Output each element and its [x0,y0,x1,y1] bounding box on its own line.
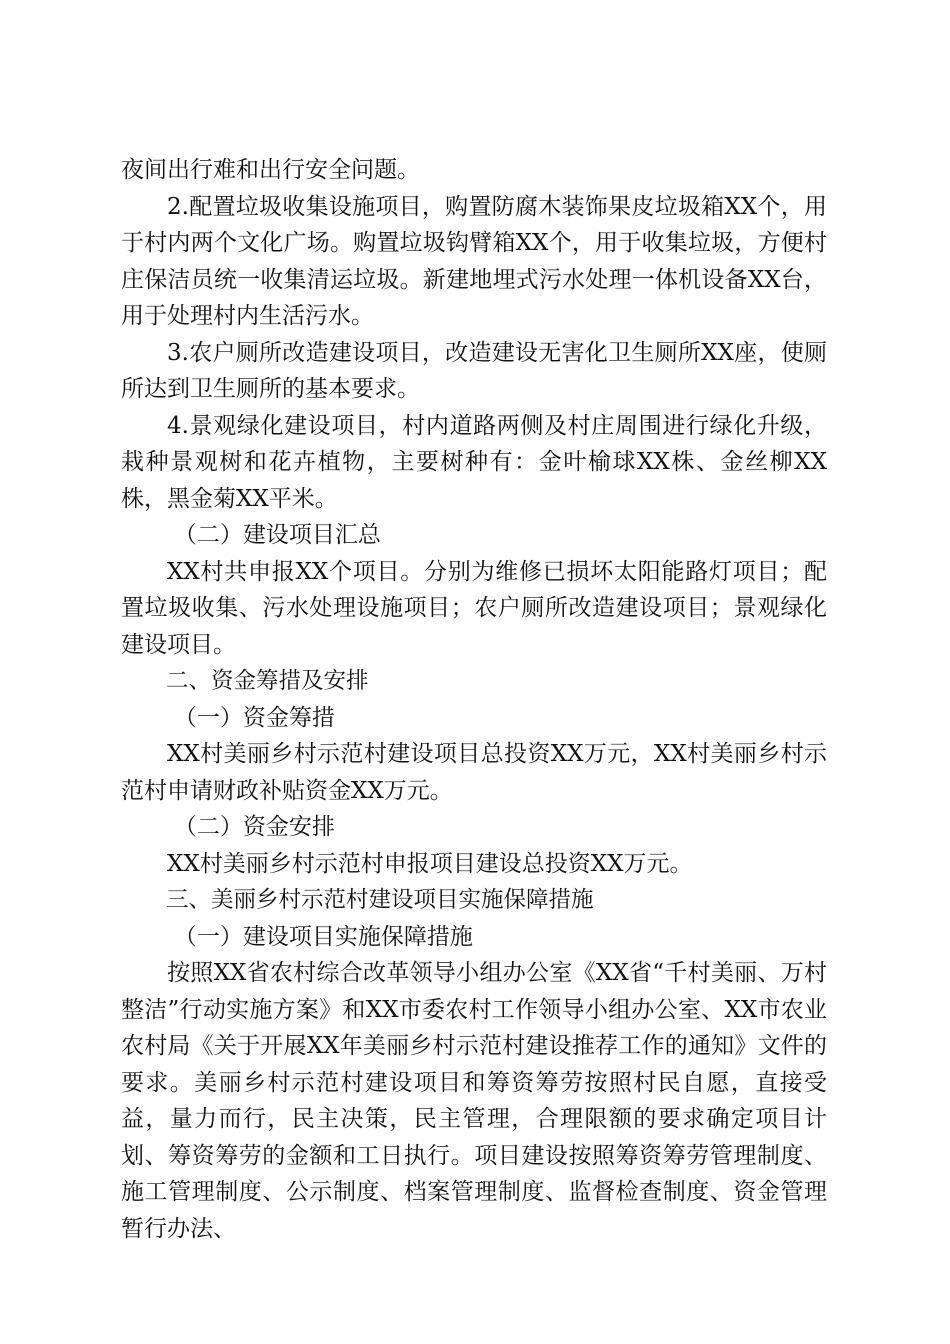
paragraph-continuation: 夜间出行难和出行安全问题。 [121,157,420,183]
document-body [121,152,827,1247]
subheading-fund-raising: （一）资金筹措 [173,704,335,731]
paragraph-implementation-safeguards: 按照XX省农村综合改革领导小组办公室《XX省“千村美丽、万村整洁”行动实施方案》和XX市委农村工作领导小组办公室、XX市农业农村局《关于开展XX年美丽乡村示范村建设推荐工作的通知》文件的要求。美丽乡村示范村建设项目和筹资筹劳按照村民自愿，直接受益，量力而行，民主决策，民主管理，合理限额的要求确定项目计划、筹资筹劳的金额和工日执行。项目建设按照筹资筹劳管理制度、施工管理制度、公示制度、档案管理制度、监督检查制度、资金管理暂行办法、 [121,960,827,1242]
paragraph-project-summary: XX村共申报XX个项目。分别为维修已损坏太阳能路灯项目；配置垃圾收集、污水处理设施项目；农户厕所改造建设项目；景观绿化建设项目。 [121,558,827,658]
section-heading-funding: 二、资金筹措及安排 [166,668,369,694]
section-heading-safeguards: 三、美丽乡村示范村建设项目实施保障措施 [166,887,594,913]
subheading-implementation-safeguards: （一）建设项目实施保障措施 [173,923,473,950]
subheading-project-summary: （二）建设项目汇总 [173,522,381,548]
subheading-fund-arrangement: （二）资金安排 [173,814,335,840]
paragraph-fund-arrangement: XX村美丽乡村示范村申报项目建设总投资XX万元。 [167,850,693,877]
paragraph-item-3: 3.农户厕所改造建设项目，改造建设无害化卫生厕所XX座，使厕所达到卫生厕所的基本要求。 [121,339,827,402]
paragraph-item-4: 4.景观绿化建设项目，村内道路两侧及村庄周围进行绿化升级，栽种景观树和花卉植物，主要树种有：金叶榆球XX株、金丝柳XX株，黑金菊XX平米。 [121,412,827,512]
paragraph-item-2: 2.配置垃圾收集设施项目，购置防腐木装饰果皮垃圾箱XX个，用于村内两个文化广场。购置垃圾钩臂箱XX个，用于收集垃圾，方便村庄保洁员统一收集清运垃圾。新建地埋式污水处理一体机设备XX台，用于处理村内生活污水。 [121,193,827,329]
paragraph-fund-raising: XX村美丽乡村示范村建设项目总投资XX万元，XX村美丽乡村示范村申请财政补贴资金XX万元。 [121,741,827,804]
